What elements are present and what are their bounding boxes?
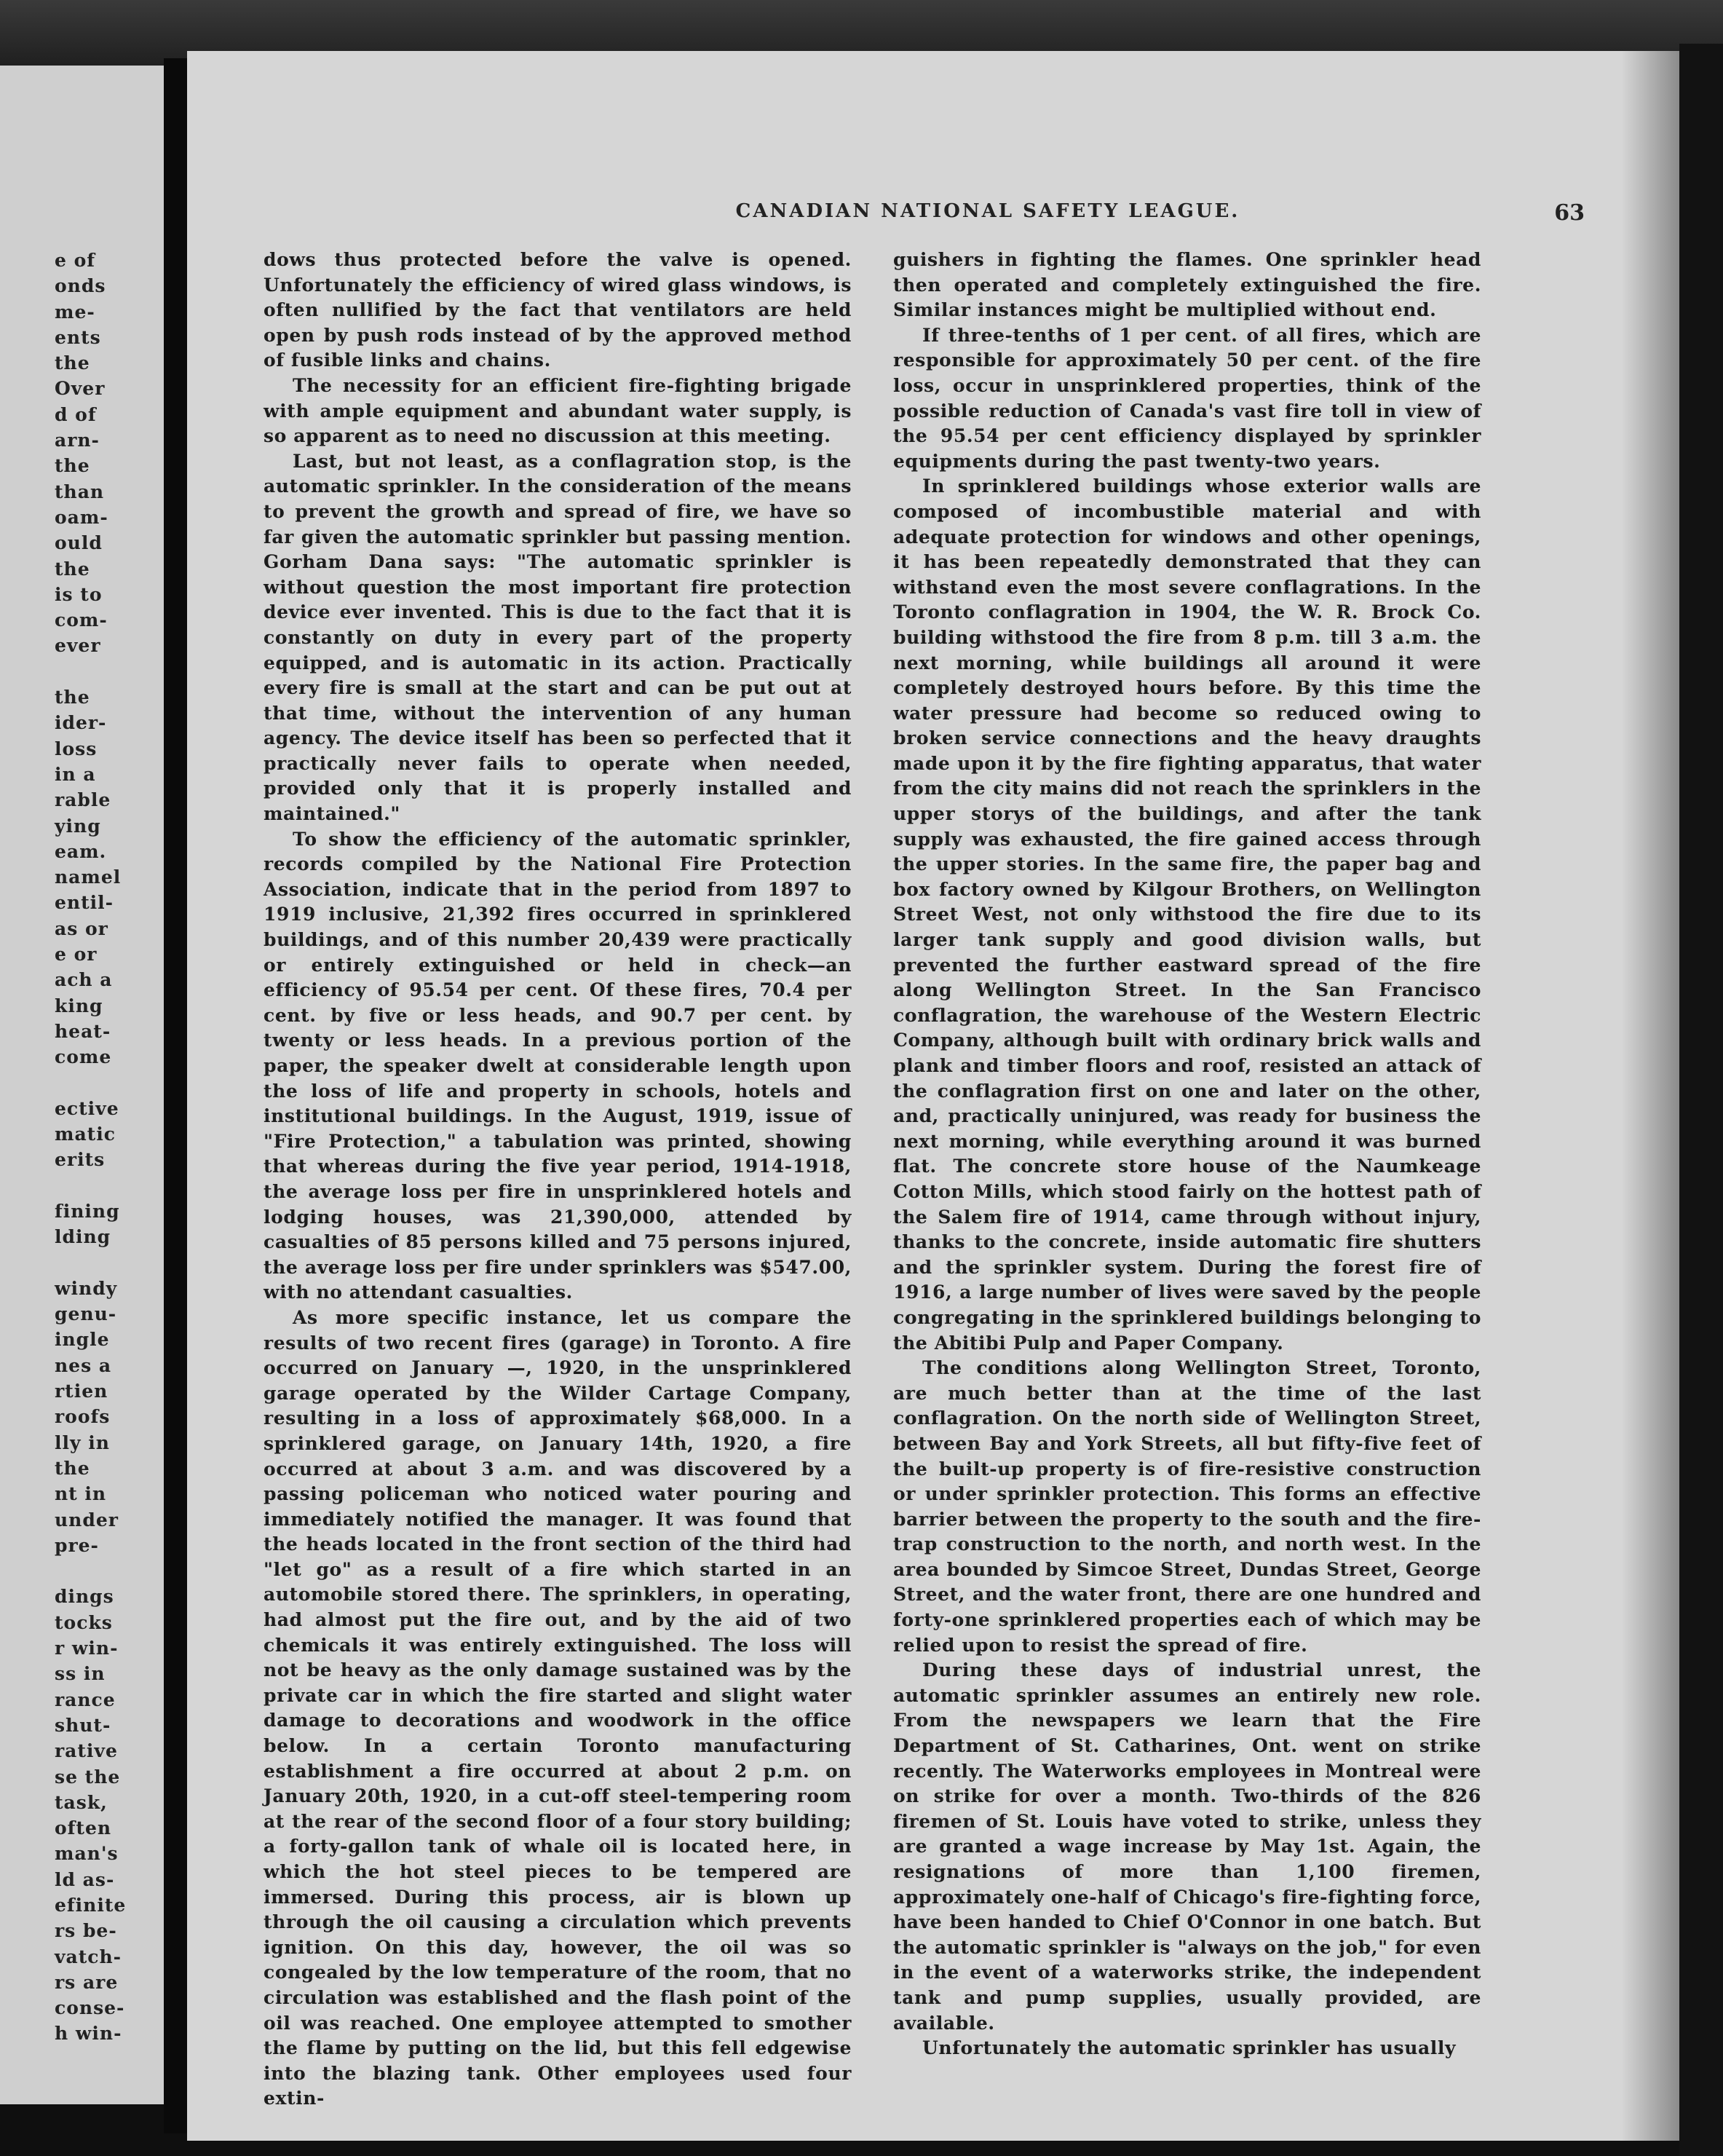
paragraph: The necessity for an efficient fire-fighting brigade with ample equipment and abundant water supply, is so apparent as to need no discussion at this meeting. [264, 374, 852, 447]
paragraph: The conditions along Wellington Street, Toronto, are much better than at the time of the last conflagration. On the north side of Wellington Street, between Bay and York Streets, all but fifty-five feet of the built-up property is of fire-resistive construction or under sprinkler protection. This forms an effective barrier between the property to the south and the fire-trap construction to the north, and north west. In the area bounded by Simcoe Street, Dundas Street, George Street, and the water front, there are one hundred and forty-one sprinklered properties each of which may be relied upon to resist the spread of fire. [893, 1357, 1481, 1656]
facing-page-line: ach a [55, 969, 113, 991]
facing-page-line: namel [55, 866, 122, 888]
facing-page-line: ents [55, 326, 101, 348]
paragraph: If three-tenths of 1 per cent. of all fires, which are responsible for approximately 50 per cent. of the fire loss, occur in unsprinklered properties, think of the possible reduction of Canada's vast fire toll in view of the 95.54 per cent efficiency displayed by sprinkler equipments during the past twenty-two years. [893, 324, 1481, 472]
scan-right-edge [1679, 44, 1723, 2156]
facing-page-line: ld as- [55, 1868, 115, 1890]
facing-page-line: often [55, 1817, 112, 1839]
facing-page-line: genu- [55, 1303, 117, 1325]
facing-page-line: vatch- [55, 1946, 122, 1967]
facing-page-line: entil- [55, 892, 114, 914]
facing-page-line: d of [55, 403, 97, 425]
facing-page-line [55, 1250, 164, 1276]
facing-page-line: ective [55, 1097, 119, 1119]
facing-page-line: ould [55, 532, 103, 554]
facing-page-line: oam- [55, 506, 108, 528]
facing-page-line: e of [55, 250, 96, 271]
facing-page-line: se the [55, 1766, 121, 1788]
facing-page-line: r win- [55, 1638, 119, 1659]
facing-page-line [55, 1558, 164, 1584]
paragraph: Unfortunately the automatic sprinkler has usually [922, 2037, 1457, 2059]
facing-page-line: Over [55, 378, 106, 400]
facing-page-line: nt in [55, 1483, 107, 1505]
paragraph: To show the efficiency of the automatic sprinkler, records compiled by the National Fire Protection Association, indicate that in the period from 1897 to 1919 inclusive, 21,392 fires occurred in sprinklered buildings, and of this number 20,439 were practically or entirely extinguished or held in check—an efficiency of 95.54 per cent. Of these fires, 70.4 per cent. by five or less heads, and 90.7 per cent. by twenty or less heads. In a previous portion of the paper, the speaker dwelt at considerable length upon the loss of life and property in schools, hotels and institutional buildings. In the August, 1919, issue of "Fire Protection," a tabulation was printed, showing that whereas during the five year period, 1914-1918, the average loss per fire in unsprinklered hotels and lodging houses, was 21,390,000, attended by casualties of 85 persons killed and 75 persons injured, the average loss per fire under sprinklers was $547.00, with no attendant casualties. [264, 828, 852, 1303]
facing-page-line: e or [55, 944, 98, 966]
facing-page-line: erits [55, 1149, 106, 1171]
facing-page-line: rs be- [55, 1920, 117, 1942]
facing-page-line: me- [55, 301, 95, 323]
facing-page-line: rs are [55, 1971, 119, 1993]
facing-page-line [55, 1173, 164, 1199]
facing-page-line: dings [55, 1586, 114, 1608]
facing-page-line: lding [55, 1226, 111, 1248]
left-text-column [264, 248, 852, 2112]
facing-page-line: pre- [55, 1534, 99, 1556]
facing-page-line: the [55, 1457, 90, 1479]
facing-page-line: fining [55, 1200, 120, 1222]
right-text-column [893, 248, 1481, 2061]
facing-page-text [55, 248, 164, 2047]
facing-page-line: h win- [55, 2023, 122, 2045]
running-title: CANADIAN NATIONAL SAFETY LEAGUE. [735, 200, 1240, 222]
facing-page-line: nes a [55, 1354, 112, 1376]
paragraph: guishers in fighting the flames. One sprinkler head then operated and completely extinguished the fire. Similar instances might be multiplied without end. [893, 249, 1481, 321]
facing-page-line: task, [55, 1791, 108, 1813]
facing-page-line: is to [55, 583, 103, 605]
facing-page-line: onds [55, 275, 106, 297]
facing-page-line: rative [55, 1740, 118, 1762]
facing-page-line: as or [55, 917, 108, 939]
paragraph: As more specific instance, let us compare the results of two recent fires (garage) in Toronto. A fire occurred on January —, 1920, in the unsprinklered garage operated by the Wilder Cartage Company, resulting in a loss of approximately $68,000. In a sprinklered garage, on January 14th, 1920, a fire occurred at about 3 a.m. and was discovered by a passing policeman who noticed water pouring and immediately notified the manager. It was found that the heads located in the front section of the third had "let go" as a result of a fire which started in an automobile stored there. The sprinklers, in operating, had almost put the fire out, and by the aid of two chemicals it was entirely extinguished. The loss will not be heavy as the only damage sustained was by the private car in which the fire started and slight water damage to decorations and woodwork in the office below. In a certain Toronto manufacturing establishment a fire occurred at about 2 p.m. on January 20th, 1920, in a cut-off steel-tempering room at the rear of the second floor of a four story building; a forty-gallon tank of whale oil is located here, in which the hot steel pieces to be tempered are immersed. During this process, air is blown up through the oil causing a circulation which prevents ignition. On this day, however, the oil was so congealed by the low temperature of the room, that no circulation was established and the flash point of the oil was reached. One employee attempted to smother the flame by putting on the lid, but this fell edgewise into the blazing tank. Other employees used four extin- [264, 1306, 852, 2109]
facing-page-line: ider- [55, 712, 107, 734]
facing-page-line: rtien [55, 1381, 108, 1402]
facing-page-line: come [55, 1046, 112, 1068]
facing-page-line: ingle [55, 1329, 110, 1351]
facing-page-line: rance [55, 1689, 116, 1710]
paragraph: In sprinklered buildings whose exterior walls are composed of incombustible material and with adequate protection for windows and other openings, it has been repeatedly demonstrated that they can withstand even the most severe conflagrations. In the Toronto conflagration in 1904, the W. R. Brock Co. building withstood the fire from 8 p.m. till 3 a.m. the next morning, while buildings all around it were completely destroyed hours before. By this time the water pressure had become so reduced owing to broken service connections and the heavy draughts made upon it by the fire fighting apparatus, that water from the city mains did not reach the sprinklers in the upper storys of the buildings, and after the tank supply was exhausted, the fire gained access through the upper stories. In the same fire, the paper bag and box factory owned by Kilgour Brothers, on Wellington Street West, not only withstood the fire due to its larger tank supply and good division walls, but prevented the further eastward spread of the fire along Wellington Street. In the San Francisco conflagration, the warehouse of the Western Electric Company, although built with ordinary brick walls and plank and timber floors and roof, resisted an attack of the conflagration first on one and later on the other, and, practically uninjured, was ready for business the next morning, while everything around it was burned flat. The concrete store house of the Naumkeage Cotton Mills, which stood fairly on the hottest path of the Salem fire of 1914, came through without injury, thanks to the concrete, inside automatic fire shutters and the sprinkler system. During the forest fire of 1916, a large number of lives were saved by the people congregating in the sprinklered buildings belonging to the Abitibi Pulp and Paper Company. [893, 475, 1481, 1354]
facing-page-line: roofs [55, 1406, 111, 1428]
facing-page-line: the [55, 687, 90, 708]
facing-page-line: the [55, 455, 90, 477]
paragraph: During these days of industrial unrest, the automatic sprinkler assumes an entirely new role. From the newspapers we learn that the Fire Department of St. Catharines, Ont. went on strike recently. The Waterworks employees in Montreal were on strike for over a month. Two-thirds of the 826 firemen of St. Louis have voted to strike, unless they are granted a wage increase by May 1st. Again, the resignations of more than 1,100 firemen, approximately one-half of Chicago's fire-fighting force, have been handed to Chief O'Connor in one batch. But the automatic sprinkler is "always on the job," for even in the event of a waterworks strike, the independent tank and pump supplies, usually provided, are available. [893, 1659, 1481, 2034]
facing-page-line: conse- [55, 1997, 125, 2019]
facing-page-line: the [55, 558, 90, 580]
facing-page-line: com- [55, 609, 108, 631]
facing-page-line: in a [55, 763, 96, 785]
facing-page-line: windy [55, 1277, 118, 1299]
facing-page-fragment [0, 66, 164, 2104]
facing-page-line: arn- [55, 430, 100, 451]
facing-page-line: man's [55, 1843, 119, 1865]
book-gutter [164, 58, 187, 2133]
facing-page-line [55, 659, 164, 684]
facing-page-line: heat- [55, 1020, 111, 1042]
facing-page-line: than [55, 481, 105, 502]
document-page [187, 51, 1679, 2141]
facing-page-line: shut- [55, 1714, 111, 1736]
facing-page-line: lly in [55, 1432, 110, 1453]
facing-page-line: efinite [55, 1895, 127, 1916]
facing-page-line [55, 1070, 164, 1096]
facing-page-line: rable [55, 789, 111, 811]
page-number: 63 [1554, 200, 1585, 226]
facing-page-line: the [55, 352, 90, 374]
facing-page-line: ss in [55, 1663, 106, 1685]
facing-page-line: loss [55, 738, 98, 759]
facing-page-line: under [55, 1509, 119, 1531]
facing-page-line: tocks [55, 1611, 113, 1633]
facing-page-line: matic [55, 1124, 116, 1145]
facing-page-line: eam. [55, 840, 107, 862]
paragraph: Last, but not least, as a conflagration stop, is the automatic sprinkler. In the consideration of the means to prevent the growth and spread of fire, we have so far given the automatic sprinkler but passing mention. Gorham Dana says: "The automatic sprinkler is without question the most important fire protection device ever invented. This is due to the fact that it is constantly on duty in every part of the property equipped, and is automatic in its action. Practically every fire is small at the start and can be put out at that time, without the intervention of any human agency. The device itself has been so perfected that it practically never fails to operate when needed, provided only that it is properly installed and maintained." [264, 450, 852, 825]
facing-page-line: ever [55, 635, 101, 657]
facing-page-line: king [55, 995, 103, 1016]
paragraph: dows thus protected before the valve is opened. Unfortunately the efficiency of wired glass windows, is often nullified by the fact that ventilators are held open by push rods instead of by the approved method of fusible links and chains. [264, 249, 852, 371]
facing-page-line: ying [55, 815, 101, 837]
